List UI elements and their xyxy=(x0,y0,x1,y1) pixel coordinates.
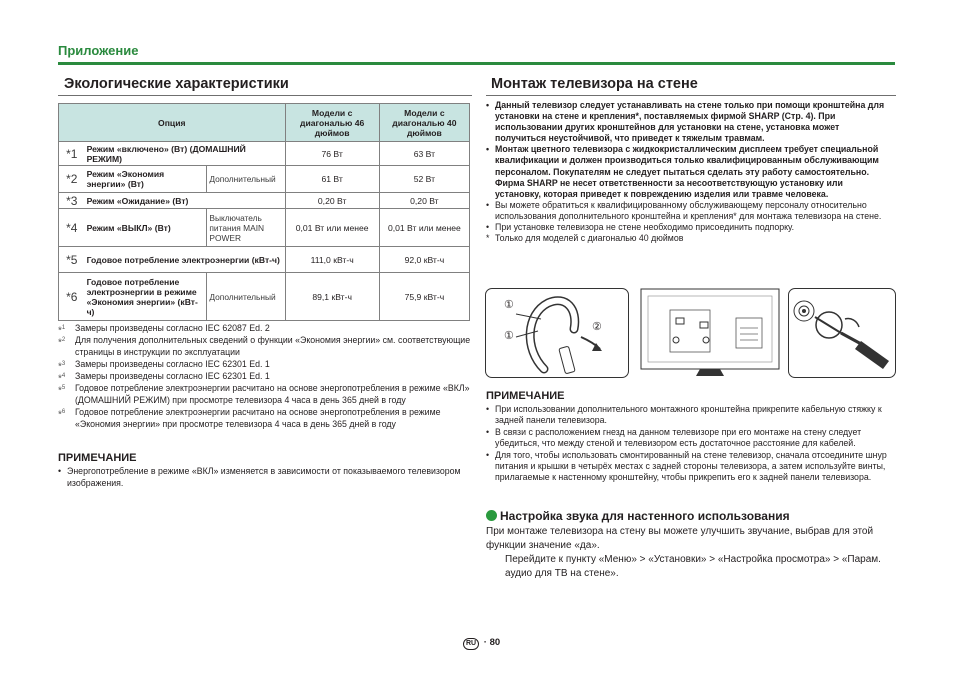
list-item: • Энергопотребление в режиме «ВКЛ» изменяется в зависимости от показываемого телевизором изображения. xyxy=(58,466,470,489)
table-row xyxy=(59,142,470,166)
footnote: *$^4$ Замеры произведены согласно IEC 62301 Ed. 1 xyxy=(58,371,270,385)
row-subcondition: Дополнительный xyxy=(207,273,285,321)
list-item: • Для того, чтобы использовать смонтированный на стене телевизор, сначала отсоедините шнур питания и крышки в четырёх местах с задней стороны телевизора, а затем используйте винты, прилагаемые к настенному кронштейну, чтобы прикрепить его к задней панели телевизора. xyxy=(486,450,891,484)
label-one-a: ① xyxy=(504,299,514,311)
eco-title-rule xyxy=(58,95,472,96)
list-item: • При установке телевизора не стене необходимо присоединить подпорку. xyxy=(486,222,891,233)
footnote-mark: *$^4$ xyxy=(58,373,66,385)
row-name: Режим «Экономия энергии» (Вт) xyxy=(85,166,207,193)
row-value-40: 92,0 кВт-ч xyxy=(379,247,469,273)
row-subcondition: Выключатель питания MAIN POWER xyxy=(207,209,285,247)
row-name: Годовое потребление электроэнергии (кВт-ч) xyxy=(85,247,285,273)
screw-figure xyxy=(788,288,896,378)
eco-title: Экологические характеристики xyxy=(64,76,289,92)
row-value-40: 0,20 Вт xyxy=(379,193,469,209)
list-item: • Данный телевизор следует устанавливать на стене только при помощи кронштейна для установки на стене и крепления*, поставляемых фирмой SHARP (Стр. 4). При использовании других кронштейнов для установки на стене, установка может получиться неустойчивой, что приведет к тяжелым травмам. xyxy=(486,100,891,144)
footnote: *$^2$ Для получения дополнительных сведений о функции «Экономия энергии» см. соответствующие страницы в инструкции по эксплуатации xyxy=(58,335,471,357)
row-value-40: 75,9 кВт-ч xyxy=(379,273,469,321)
table-row xyxy=(59,247,470,273)
footnote: *$^1$ Замеры произведены согласно IEC 62087 Ed. 2 xyxy=(58,323,270,337)
col-header-option: Опция xyxy=(59,104,286,142)
row-value-40: 0,01 Вт или менее xyxy=(379,209,469,247)
table-row xyxy=(59,209,470,247)
list-item: • Монтаж цветного телевизора с жидкокристаллическим дисплеем требует специальной квалификации и должен производиться только квалифицированным обслуживающим персоналом. Покупателям не следует пытаться сделать эту работу самостоятельно. Фирма SHARP не несет ответственности за несоответствующую установку или установку, которая приведет к повреждению изделия или травме человека. xyxy=(486,144,891,199)
list-item: • Вы можете обратиться к квалифицированному обслуживающему персоналу относительно использования дополнительного кронштейна и крепления* для монтажа телевизора на стене. xyxy=(486,200,891,222)
footnote: *$^5$ Годовое потребление электроэнергии расчитано на основе энергопотребления в режиме «ВКЛ» (ДОМАШНИЙ РЕЖИМ) при просмотре телевизора 4 часа в день 365 дней в году xyxy=(58,383,470,405)
footnote: *$^3$ Замеры произведены согласно IEC 62301 Ed. 1 xyxy=(58,359,270,373)
wall-bullets xyxy=(486,100,891,244)
table-row xyxy=(59,166,470,193)
footnote-mark: *$^5$ xyxy=(58,385,66,397)
footnote-mark: *$^2$ xyxy=(58,337,66,349)
footnote-mark: *$^3$ xyxy=(58,361,66,373)
col-header-40: Модели с диагональю 40 дюймов xyxy=(379,104,469,142)
row-name: Годовое потребление электроэнергии в режиме «Экономия энергии» (кВт-ч) xyxy=(85,273,207,321)
row-mark: *1 xyxy=(59,142,85,166)
tv-back-figure xyxy=(640,288,780,380)
label-one-b: ① xyxy=(504,330,514,342)
row-value-46: 0,01 Вт или менее xyxy=(285,209,379,247)
eco-note-list xyxy=(58,466,470,489)
table-header-row xyxy=(59,104,470,142)
footnote-mark: *$^1$ xyxy=(58,325,66,337)
footnote: *$^6$ Годовое потребление электроэнергии расчитано на основе энергопотребления в режиме «Экономия энергии» при просмотре телевизора 4 часа в день 365 дней в году xyxy=(58,407,441,429)
row-name: Режим «Ожидание» (Вт) xyxy=(85,193,285,209)
wall-title-rule xyxy=(486,95,896,96)
row-mark: *3 xyxy=(59,193,85,209)
row-mark: *6 xyxy=(59,273,85,321)
row-mark: *5 xyxy=(59,247,85,273)
green-dot-icon xyxy=(486,510,497,521)
list-item: • При использовании дополнительного монтажного кронштейна прикрепите кабельную стяжку к задней панели телевизора. xyxy=(486,404,891,427)
sound-heading: Настройка звука для настенного использования xyxy=(486,509,790,523)
row-value-40: 52 Вт xyxy=(379,166,469,193)
page-number: RU · 80 xyxy=(463,637,500,650)
wall-note-list xyxy=(486,404,891,484)
language-badge: RU xyxy=(463,638,479,650)
row-mark: *2 xyxy=(59,166,85,193)
label-two: ② xyxy=(592,321,602,333)
wall-title: Монтаж телевизора на стене xyxy=(491,76,698,92)
list-item: * Только для моделей с диагональю 40 дюймов xyxy=(486,233,891,244)
row-value-46: 76 Вт xyxy=(285,142,379,166)
eco-spec-table xyxy=(58,103,470,321)
row-name: Режим «ВЫКЛ» (Вт) xyxy=(85,209,207,247)
footnotes xyxy=(58,322,472,430)
row-value-40: 63 Вт xyxy=(379,142,469,166)
footnote-mark: *$^6$ xyxy=(58,409,66,421)
row-value-46: 111,0 кВт-ч xyxy=(285,247,379,273)
screwdriver-illustration xyxy=(789,289,897,379)
row-name: Режим «включено» (Вт) (ДОМАШНИЙ РЕЖИМ) xyxy=(85,142,285,166)
list-item: • В связи с расположением гнезд на данном телевизоре при его монтаже на стену следует убедиться, что между стеной и телевизором есть достаточное расстояние для кабелей. xyxy=(486,427,891,450)
row-mark: *4 xyxy=(59,209,85,247)
sound-description: При монтаже телевизора на стену вы можете улучшить звучание, выбрав для этой функции значение «да». xyxy=(486,526,874,551)
table-row xyxy=(59,193,470,209)
row-value-46: 61 Вт xyxy=(285,166,379,193)
row-subcondition: Дополнительный xyxy=(207,166,285,193)
col-header-46: Модели с диагональю 46 дюймов xyxy=(285,104,379,142)
tv-back-illustration xyxy=(640,288,780,380)
eco-note-title: ПРИМЕЧАНИЕ xyxy=(58,452,137,464)
row-value-46: 0,20 Вт xyxy=(285,193,379,209)
table-row xyxy=(59,273,470,321)
wall-note-title: ПРИМЕЧАНИЕ xyxy=(486,390,565,402)
row-value-46: 89,1 кВт-ч xyxy=(285,273,379,321)
section-title: Приложение xyxy=(58,43,139,58)
sound-menu-path: Перейдите к пункту «Меню» > «Установки» > «Настройка просмотра» > «Парам. аудио для ТВ на стене». xyxy=(505,554,881,579)
cable-tie-figure xyxy=(485,288,629,378)
section-divider xyxy=(58,62,895,65)
